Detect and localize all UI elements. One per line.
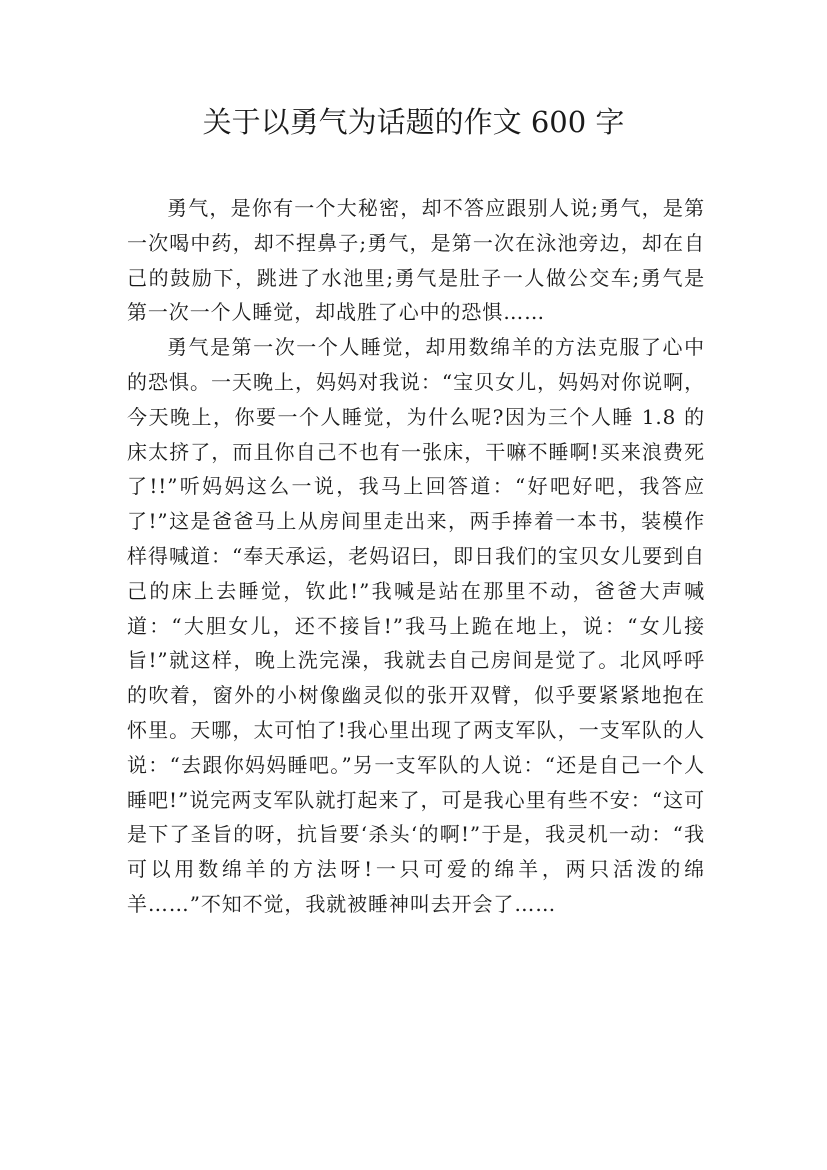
paragraph: 勇气是第一次一个人睡觉，却用数绵羊的方法克服了心中的恐惧。一天晚上，妈妈对我说：“宝贝女儿，妈妈对你说啊，今天晚上，你要一个人睡觉，为什么呢?因为三个人睡 1.8 的床太挤了，而且你自己不也有一张床，干嘛不睡啊!买来浪费死了!!”听妈妈这么一说，我马上回答道：“好吧好吧，我答应了!”这是爸爸马上从房间里走出来，两手捧着一本书，装模作样得喊道：“奉天承运，老妈诏曰，即日我们的宝贝女儿要到自己的床上去睡觉，钦此!”我喊是站在那里不动，爸爸大声喊道：“大胆女儿，还不接旨!”我马上跪在地上，说：“女儿接旨!”就这样，晚上洗完澡，我就去自己房间是觉了。北风呼呼的吹着，窗外的小树像幽灵似的张开双臂，似乎要紧紧地抱在怀里。天哪，太可怕了!我心里出现了两支军队，一支军队的人说：“去跟你妈妈睡吧。”另一支军队的人说：“还是自己一个人睡吧!”说完两支军队就打起来了，可是我心里有些不安：“这可是下了圣旨的呀，抗旨要‘杀头‘的啊!”于是，我灵机一动：“我可以用数绵羊的方法呀!一只可爱的绵羊，两只活泼的绵羊……”不知不觉，我就被睡神叫去开会了…… [127,335,705,916]
paragraph: 勇气，是你有一个大秘密，却不答应跟别人说;勇气，是第一次喝中药，却不捏鼻子;勇气，是第一次在泳池旁边，却在自己的鼓励下，跳进了水池里;勇气是肚子一人做公交车;勇气是第一次一个人睡觉，却战胜了心中的恐惧…… [127,196,705,325]
essay-body [127,191,705,922]
page-title: 关于以勇气为话题的作文 600 字 [202,105,625,139]
